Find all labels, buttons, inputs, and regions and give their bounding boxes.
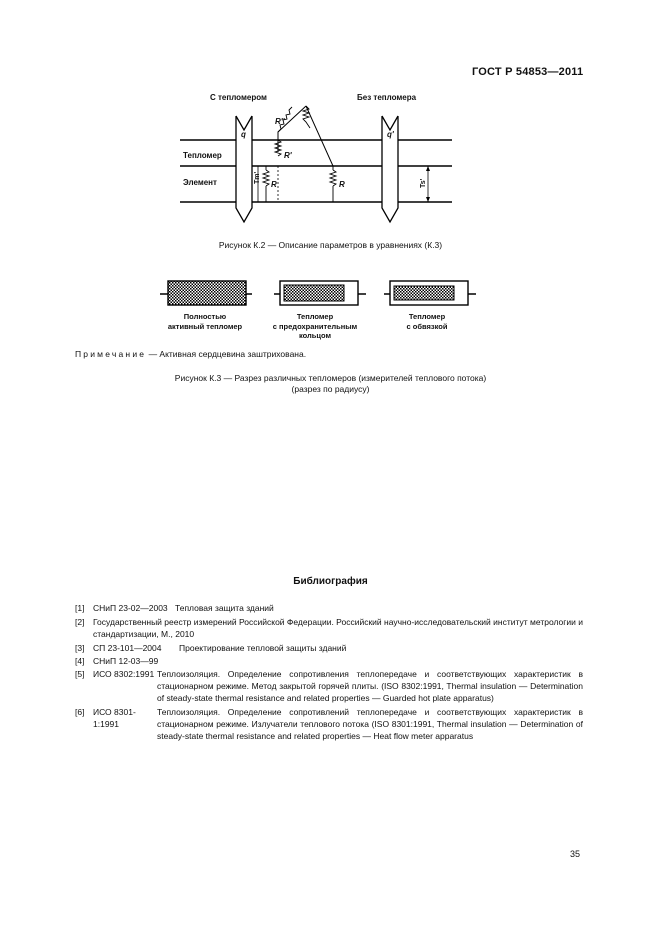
bib-entry-5: [5] ИСО 8302:1991 Теплоизоляция. Определение сопротивления теплопередаче и соответствующих характеристик в стационарном режиме. Метод закрытой горячей плиты. (ISO 8302:1991, Thermal insulation — Determination of steady-state thermal resistance and related properties — Guarded hot plate apparatus) xyxy=(75,669,583,703)
bib-entry-3: [3] СП 23-101—2004 Проектирование тепловой защиты зданий xyxy=(75,643,347,653)
k3-item-3-label: Тепломер с обвязкой xyxy=(406,312,448,331)
bib-entry-4: [4] СНиП 12-03—99 xyxy=(75,656,159,666)
label-without-meter: Без тепломера xyxy=(357,93,417,102)
figure-k3-caption: Рисунок К.3 — Разрез различных тепломеров (измерителей теплового потока) (разрез по радиусу) xyxy=(174,373,487,394)
bibliography-title: Библиография xyxy=(293,576,368,587)
symbol-ts: Ts' xyxy=(420,178,427,188)
label-with-meter: С тепломером xyxy=(210,93,267,102)
label-meter-layer: Тепломер xyxy=(183,151,222,160)
symbol-q-prime: q' xyxy=(387,130,394,139)
page-number: 35 xyxy=(570,849,581,859)
symbol-q: q xyxy=(241,130,246,139)
symbol-tm: Tm' xyxy=(254,171,261,184)
bib-entry-1: [1] СНиП 23-02—2003 Тепловая защита зданий xyxy=(75,603,274,613)
note-text: — Активная сердцевина заштрихована. xyxy=(146,349,307,359)
figure-k2-caption: Рисунок К.2 — Описание параметров в уравнениях (К.3) xyxy=(218,240,443,250)
symbol-r-double-prime: R'' xyxy=(275,117,285,126)
bib-entry-6: [6] ИСО 8301-1:1991 Теплоизоляция. Определение сопротивлений теплопередаче и соответствующих характеристик в стационарном режиме. Излучатели теплового потока (ISO 8301:1991, Thermal insulation — Determination of steady-state thermal resistance and related properties — Heat flow meter apparatus xyxy=(75,707,583,741)
symbol-r-prime: R' xyxy=(284,151,292,160)
label-element-layer: Элемент xyxy=(183,178,217,187)
standard-number: ГОСТ Р 54853—2011 xyxy=(472,66,584,78)
symbol-r-left: R xyxy=(271,180,277,189)
k3-item-2-label: Тепломер с предохранительным кольцом xyxy=(272,312,358,340)
figure-k3-diagram xyxy=(160,276,480,312)
bib-entry-2: [2] Государственный реестр измерений Российской Федерации. Российский научно-исследовательский институт метрологии и стандартизации, М., 2010 xyxy=(75,617,583,639)
k3-note xyxy=(75,349,306,359)
note-prefix: Примечание xyxy=(75,349,147,359)
symbol-r-right: R xyxy=(339,180,345,189)
bibliography-list xyxy=(75,602,583,742)
k3-item-1-label: Полностью активный тепломер xyxy=(167,312,243,331)
